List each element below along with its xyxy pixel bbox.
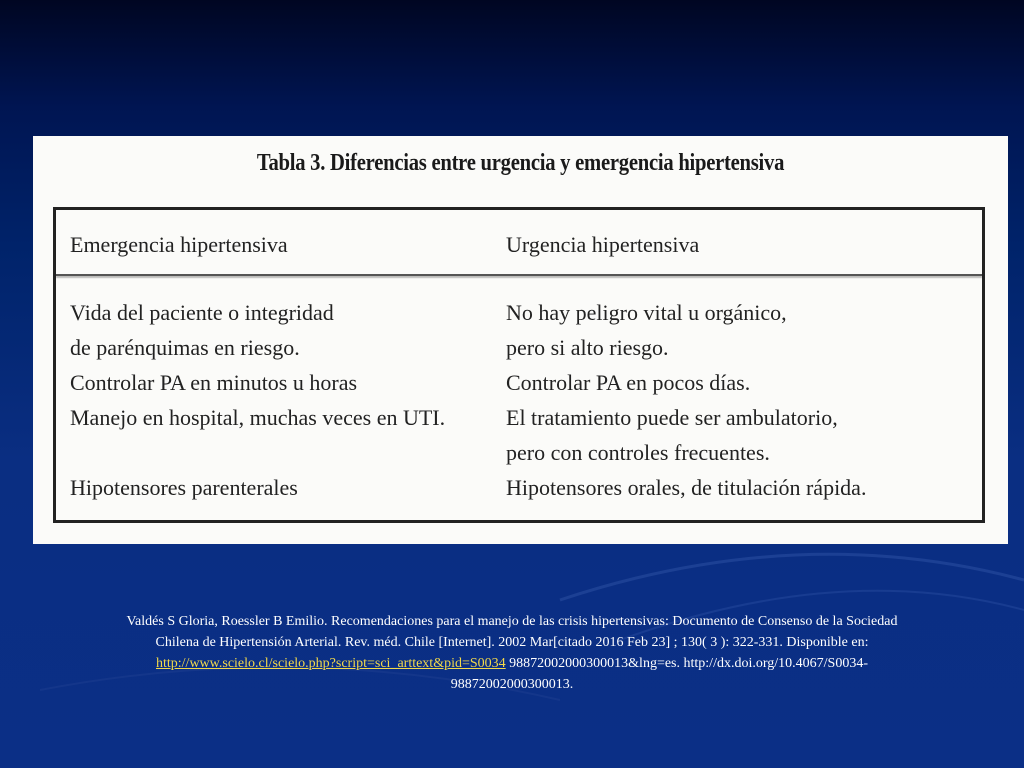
- urgencia-line: pero si alto riesgo.: [506, 335, 669, 360]
- emergencia-line: [70, 435, 445, 470]
- emergencia-line: Controlar PA en minutos u horas: [70, 370, 358, 395]
- emergencia-line: Manejo en hospital, muchas veces en UTI.: [70, 405, 446, 430]
- urgencia-line: Controlar PA en pocos días.: [506, 370, 751, 395]
- table-image: [33, 136, 1008, 544]
- emergencia-column: [70, 295, 445, 505]
- emergencia-line: Vida del paciente o integridad: [70, 300, 334, 325]
- citation-line-2: Chilena de Hipertensión Arterial. Rev. méd. Chile [Internet]. 2002 Mar[citado 2016 Feb 23] ; 130( 3 ): 322-331. Disponible en:: [155, 635, 869, 650]
- citation-text: [60, 611, 964, 695]
- urgencia-column: [506, 295, 866, 505]
- urgencia-line: El tratamiento puede ser ambulatorio,: [506, 405, 838, 430]
- header-emergencia: Emergencia hipertensiva: [70, 232, 288, 257]
- emergencia-line: de parénquimas en riesgo.: [70, 335, 300, 360]
- comparison-table: [53, 207, 985, 523]
- citation-line-1: Valdés S Gloria, Roessler B Emilio. Recomendaciones para el manejo de las crisis hipertensivas: Documento de Consenso de la Sociedad: [126, 614, 898, 629]
- scielo-link[interactable]: http://www.scielo.cl/scielo.php?script=sci_arttext&pid=S0034: [156, 656, 506, 671]
- citation-line-3-rest: 98872002000300013&lng=es. http://dx.doi.org/10.4067/S0034-: [505, 656, 868, 671]
- table-title: Tabla 3. Diferencias entre urgencia y emergencia hipertensiva: [256, 150, 785, 176]
- citation-line-4: 98872002000300013.: [450, 677, 574, 692]
- urgencia-line: No hay peligro vital u orgánico,: [506, 300, 787, 325]
- emergencia-line: Hipotensores parenterales: [70, 475, 298, 500]
- header-urgencia: Urgencia hipertensiva: [506, 232, 700, 257]
- table-header-row: [56, 210, 982, 276]
- urgencia-line: Hipotensores orales, de titulación rápida.: [506, 475, 867, 500]
- urgencia-line: pero con controles frecuentes.: [506, 440, 770, 465]
